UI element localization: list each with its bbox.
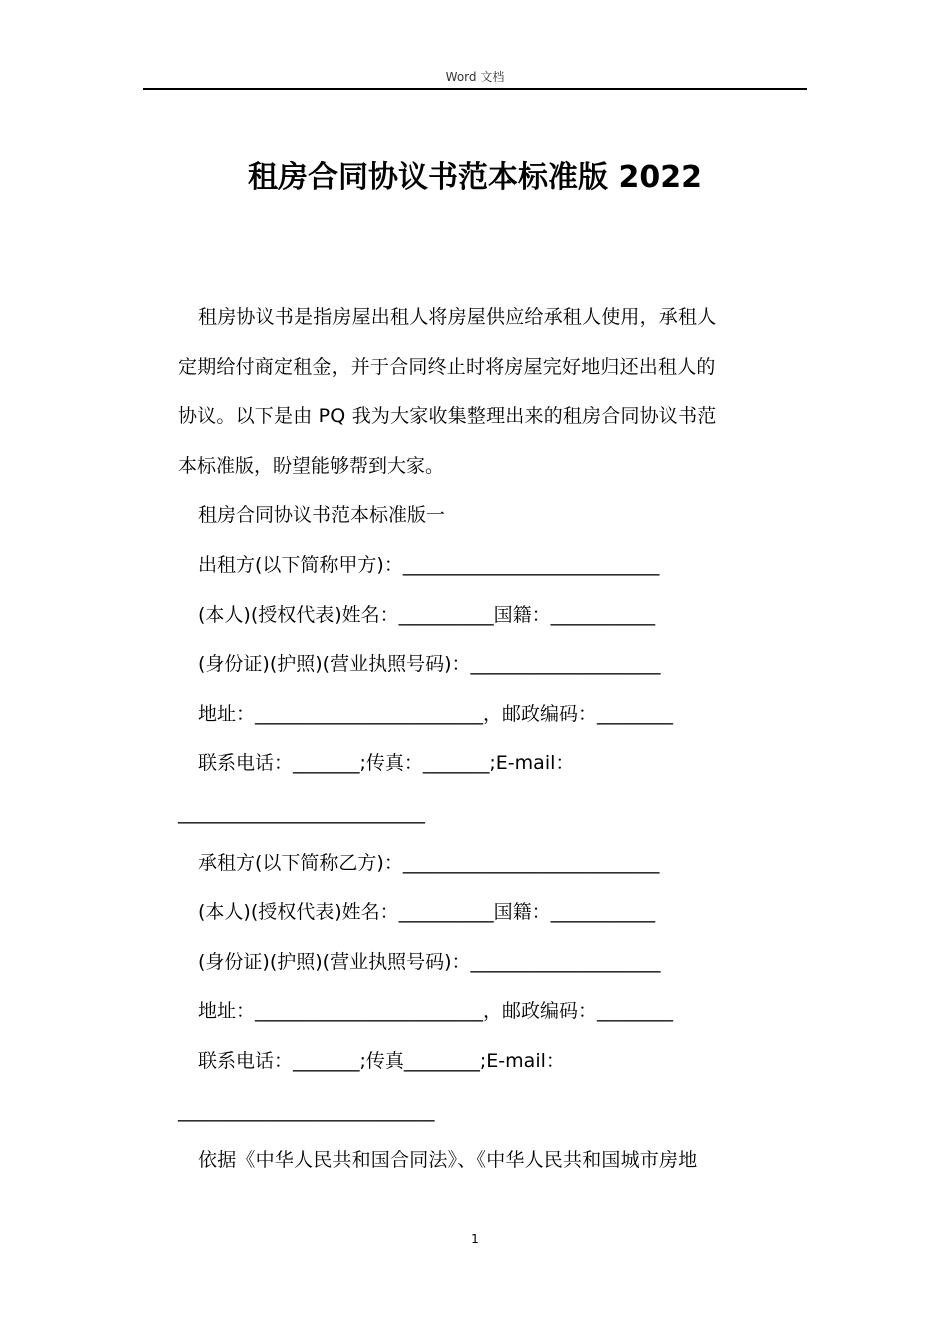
party-b-contact: 联系电话：_______;传真________;E-mail： [198,1049,565,1072]
intro-line-2: 定期给付商定租金，并于合同终止时将房屋完好地归还出租人的 [178,355,716,378]
party-a-id: (身份证)(护照)(营业执照号码)：____________________ [198,653,661,676]
intro-line-4: 本标准版，盼望能够帮到大家。 [178,454,445,477]
header-label: Word 文档 [445,70,505,84]
page-header [143,66,807,90]
intro-line-3: 协议。以下是由 PQ 我为大家收集整理出来的租房合同协议书范 [178,405,717,428]
party-b-email-blank: ___________________________ [178,1099,435,1122]
party-b-address: 地址：________________________，邮政编码：________ [198,1000,674,1023]
page-number: 1 [471,1232,479,1246]
document-title: 租房合同协议书范本标准版 2022 [248,160,702,195]
section-title: 租房合同协议书范本标准版一 [198,504,446,527]
document-body [178,293,803,1186]
closing-line: 依据《中华人民共和国合同法》、《中华人民共和国城市房地 [198,1149,698,1172]
party-a-name-nationality: (本人)(授权代表)姓名：__________国籍：___________ [198,603,656,626]
party-a-email-blank: __________________________ [178,801,425,824]
party-b-lessee: 承租方(以下简称乙方)：___________________________ [198,851,660,874]
party-a-address: 地址：________________________，邮政编码：________ [198,702,674,725]
party-a-contact: 联系电话：_______;传真：_______;E-mail： [198,752,575,775]
party-b-name-nationality: (本人)(授权代表)姓名：__________国籍：___________ [198,901,656,924]
party-b-id: (身份证)(护照)(营业执照号码)：____________________ [198,950,661,973]
intro-line-1: 租房协议书是指房屋出租人将房屋供应给承租人使用，承租人 [198,306,717,328]
party-a-lessor: 出租方(以下简称甲方)：___________________________ [198,553,660,576]
